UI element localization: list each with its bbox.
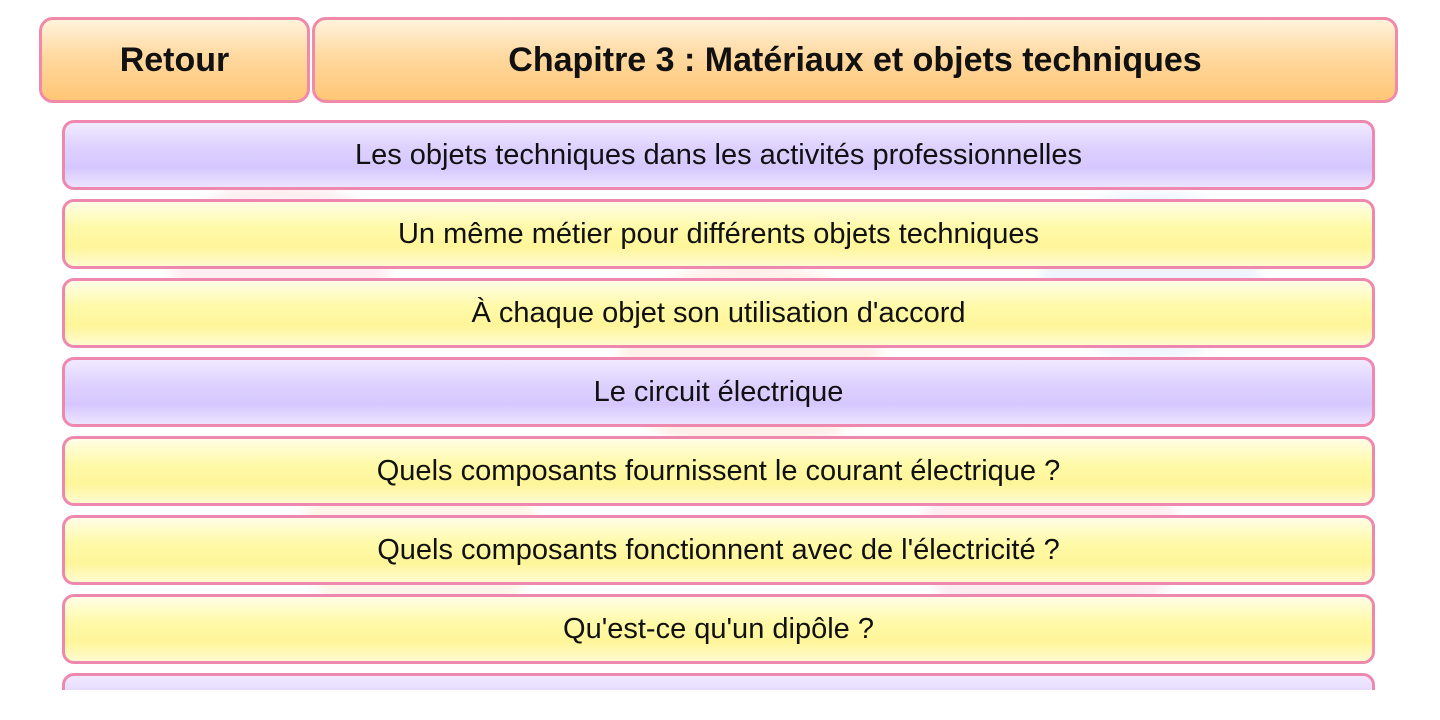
lesson-item-label: Un même métier pour différents objets techniques — [397, 217, 1040, 250]
lesson-item-2[interactable] — [62, 278, 1375, 348]
lesson-item-4[interactable] — [62, 436, 1375, 506]
chapter-title-bar — [312, 17, 1398, 103]
lesson-item-label: Les objets techniques dans les activités professionnelles — [354, 138, 1083, 171]
page-title: Chapitre 3 : Matériaux et objets techniques — [508, 40, 1202, 79]
back-button-label: Retour — [119, 40, 230, 79]
lesson-item-5[interactable] — [62, 515, 1375, 585]
lesson-item-label: Quels composants fournissent le courant électrique ? — [376, 454, 1061, 487]
lesson-item-1[interactable] — [62, 199, 1375, 269]
lesson-item-0[interactable] — [62, 120, 1375, 190]
lesson-item-3[interactable] — [62, 357, 1375, 427]
lesson-item-7[interactable] — [62, 673, 1375, 690]
lesson-item-label: Quels composants fonctionnent avec de l'électricité ? — [377, 533, 1060, 566]
lesson-item-label: Qu'est-ce qu'un dipôle ? — [563, 612, 874, 645]
back-button[interactable] — [39, 17, 310, 103]
lesson-item-6[interactable] — [62, 594, 1375, 664]
lesson-list — [62, 120, 1375, 690]
lesson-item-label: Le circuit électrique — [593, 375, 844, 408]
lesson-item-label: À chaque objet son utilisation d'accord — [471, 296, 966, 329]
